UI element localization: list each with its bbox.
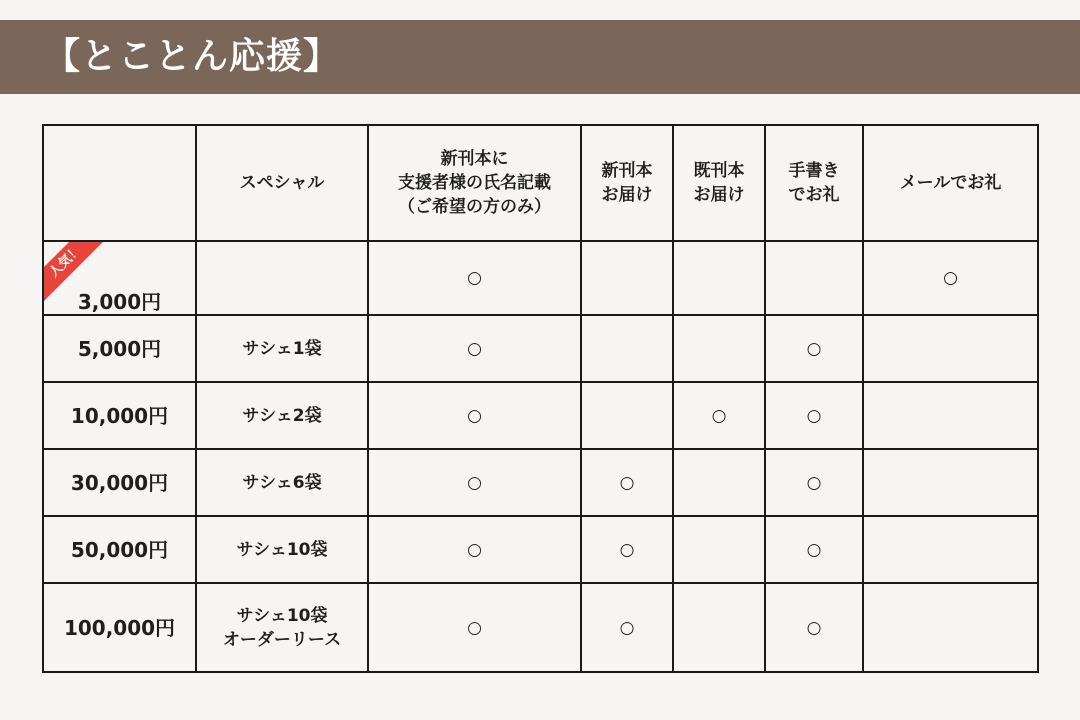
back-book-cell [673, 241, 765, 315]
name-listing-cell: ○ [368, 516, 581, 583]
table-header-row [43, 125, 1038, 241]
table-row [43, 382, 1038, 449]
name-listing-cell: ○ [368, 382, 581, 449]
handwritten-cell: ○ [765, 382, 863, 449]
new-book-cell [581, 241, 673, 315]
back-book-cell [673, 516, 765, 583]
name-listing-cell: ○ [368, 241, 581, 315]
new-book-cell: ○ [581, 449, 673, 516]
special-cell: サシェ10袋 オーダーリース [196, 583, 368, 672]
support-plan-table [42, 124, 1039, 673]
amount-cell: 10,000円 [43, 382, 196, 449]
back-book-cell: ○ [673, 382, 765, 449]
name-listing-cell: ○ [368, 449, 581, 516]
popular-badge: 人気！ [43, 241, 108, 304]
column-header-handwritten: 手書き でお礼 [765, 125, 863, 241]
handwritten-cell: ○ [765, 516, 863, 583]
handwritten-cell: ○ [765, 449, 863, 516]
table-row [43, 516, 1038, 583]
name-listing-cell: ○ [368, 583, 581, 672]
email-cell [863, 516, 1038, 583]
name-listing-cell: ○ [368, 315, 581, 382]
table-row [43, 449, 1038, 516]
email-cell [863, 382, 1038, 449]
back-book-cell [673, 583, 765, 672]
column-header-back-book: 既刊本 お届け [673, 125, 765, 241]
special-cell [196, 241, 368, 315]
new-book-cell [581, 315, 673, 382]
special-cell: サシェ6袋 [196, 449, 368, 516]
column-header-special: スペシャル [196, 125, 368, 241]
amount-label: 3,000円 [77, 290, 162, 314]
new-book-cell [581, 382, 673, 449]
handwritten-cell: ○ [765, 583, 863, 672]
back-book-cell [673, 315, 765, 382]
page-title: 【とことん応援】 [44, 36, 341, 77]
table-row [43, 583, 1038, 672]
special-cell: サシェ2袋 [196, 382, 368, 449]
email-cell [863, 449, 1038, 516]
special-cell: サシェ1袋 [196, 315, 368, 382]
email-cell [863, 583, 1038, 672]
handwritten-cell: ○ [765, 315, 863, 382]
column-header-email: メールでお礼 [863, 125, 1038, 241]
special-cell: サシェ10袋 [196, 516, 368, 583]
new-book-cell: ○ [581, 516, 673, 583]
column-header-amount [43, 125, 196, 241]
amount-cell: 5,000円 [43, 315, 196, 382]
handwritten-cell [765, 241, 863, 315]
header-band [0, 20, 1080, 94]
amount-cell [43, 241, 196, 315]
email-cell [863, 315, 1038, 382]
column-header-name-listing: 新刊本に 支援者様の氏名記載 （ご希望の方のみ） [368, 125, 581, 241]
back-book-cell [673, 449, 765, 516]
amount-cell: 50,000円 [43, 516, 196, 583]
column-header-new-book: 新刊本 お届け [581, 125, 673, 241]
email-cell: ○ [863, 241, 1038, 315]
table-row [43, 241, 1038, 315]
new-book-cell: ○ [581, 583, 673, 672]
table-row [43, 315, 1038, 382]
amount-cell: 30,000円 [43, 449, 196, 516]
amount-cell: 100,000円 [43, 583, 196, 672]
